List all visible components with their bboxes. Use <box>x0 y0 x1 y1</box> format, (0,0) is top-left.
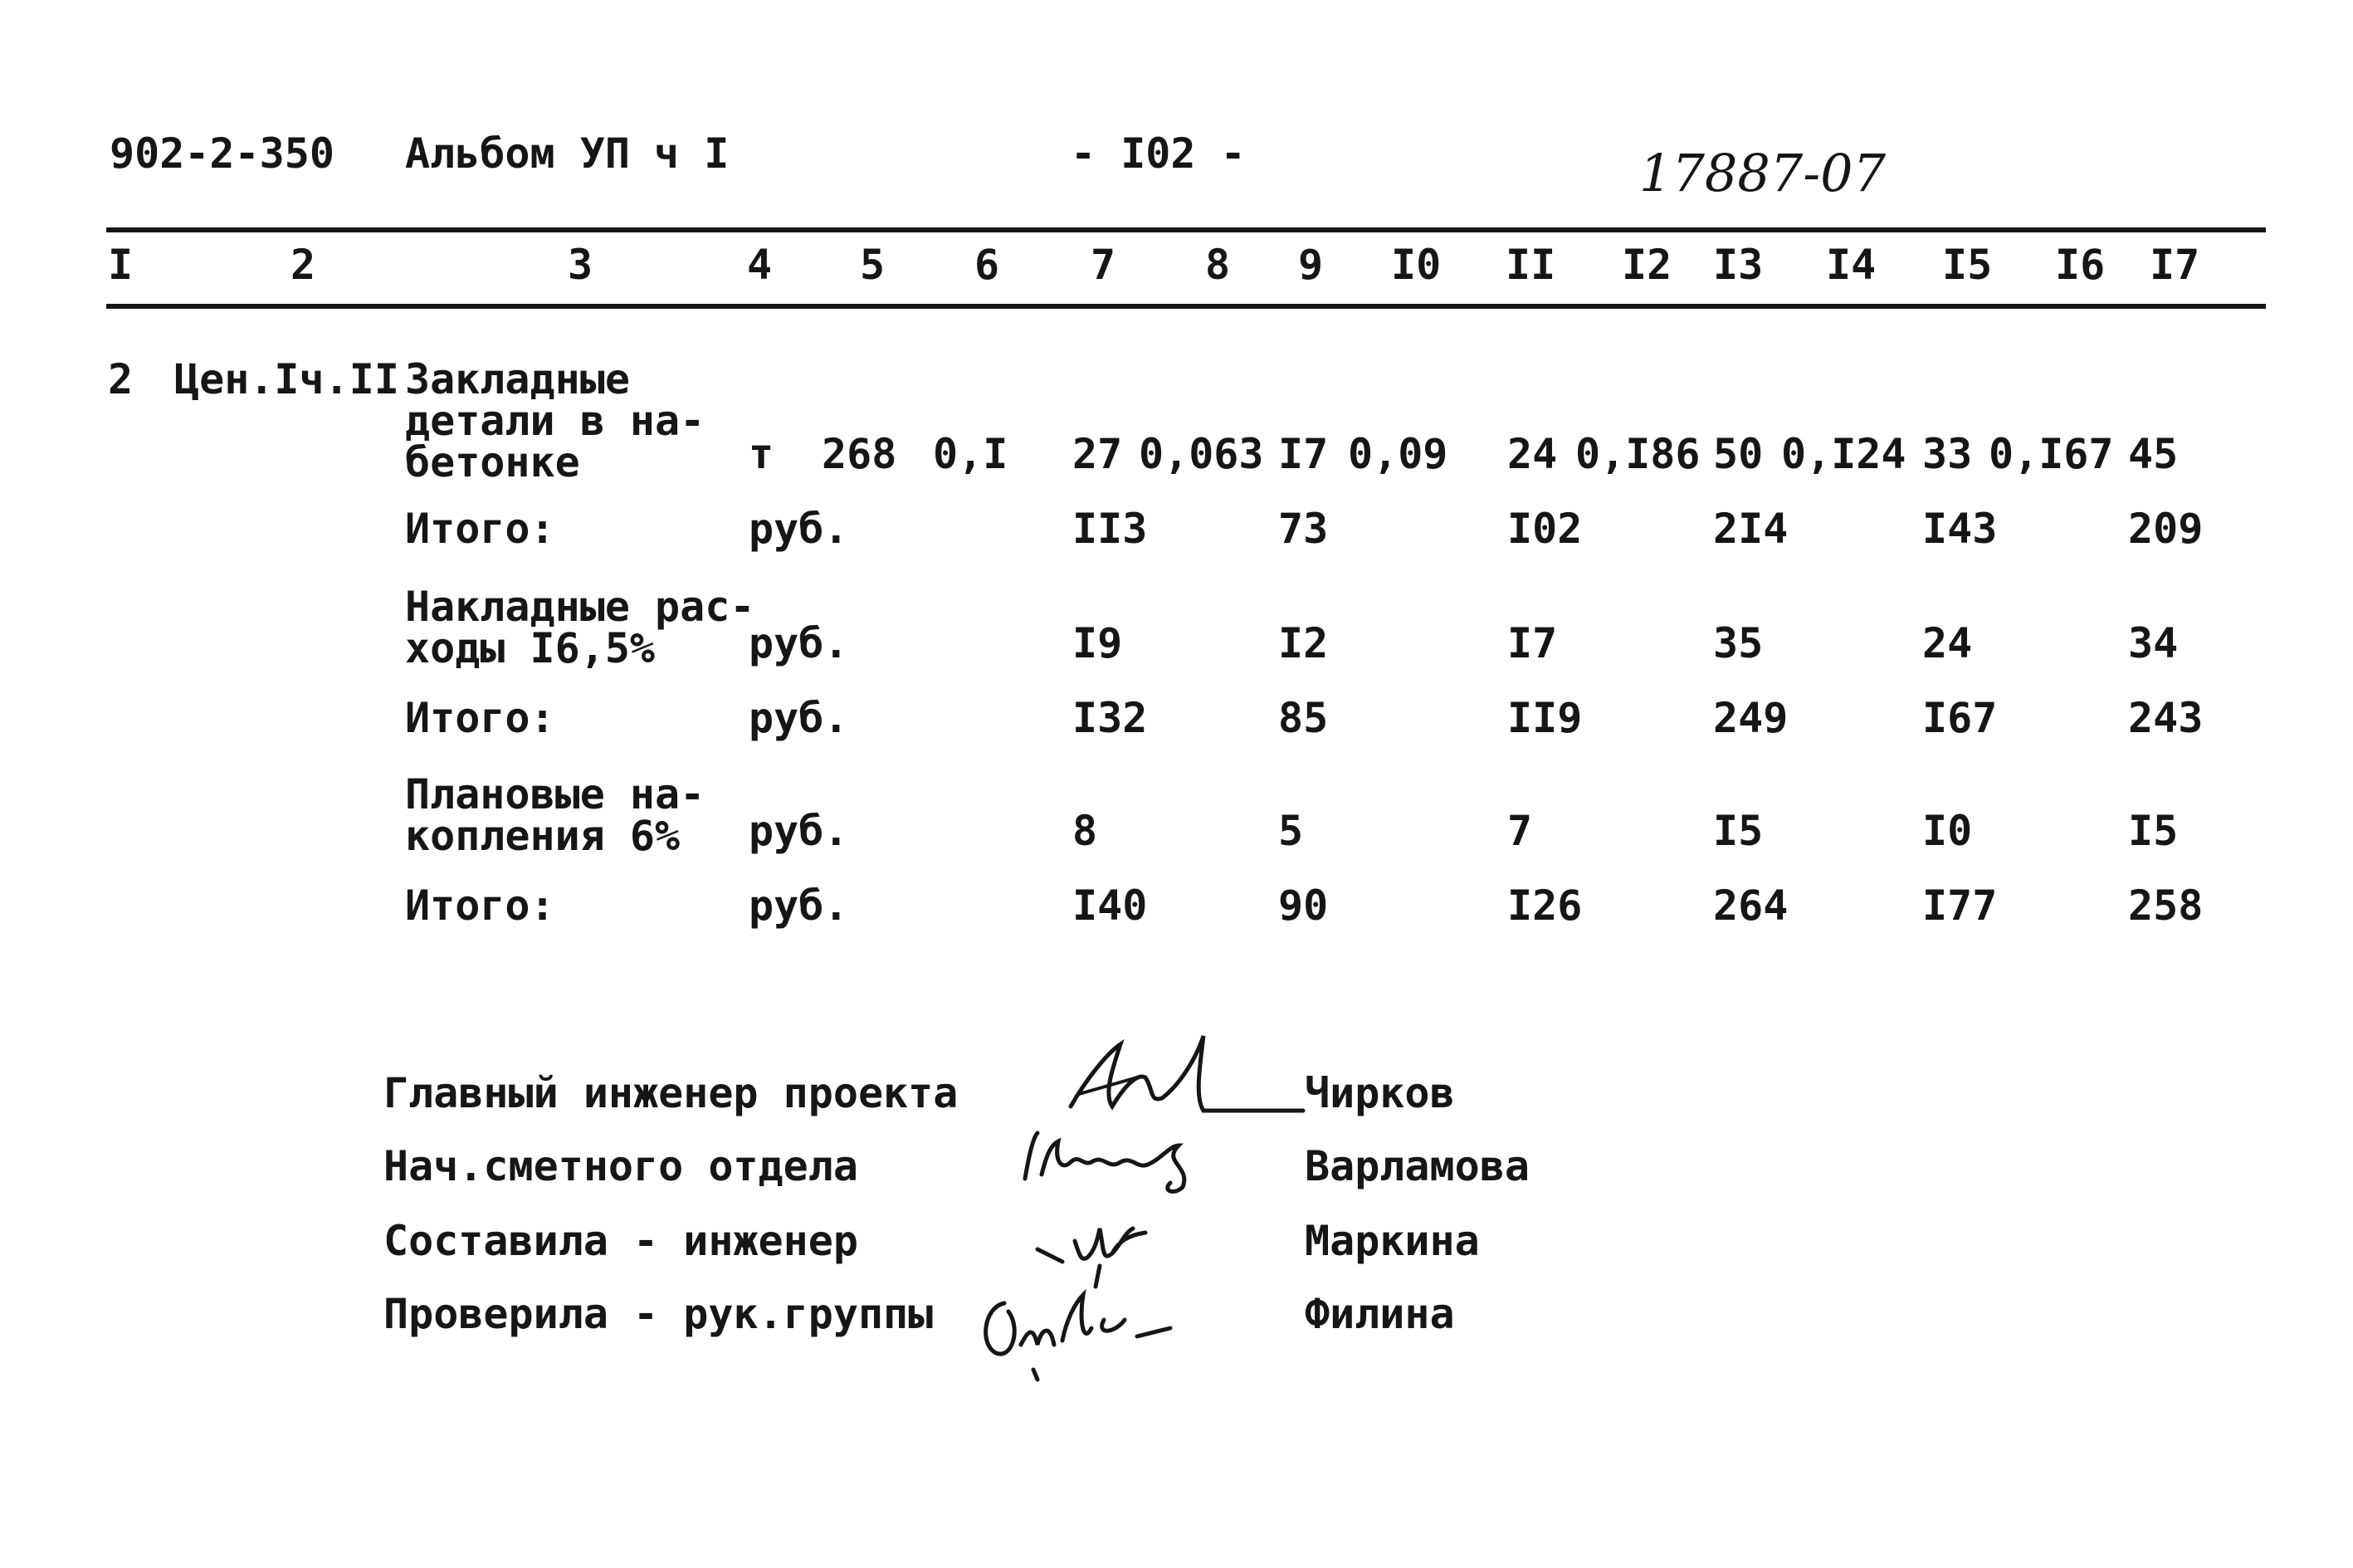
page-number: - I02 - <box>1071 129 1246 178</box>
value-col9: 90 <box>1278 882 1329 930</box>
value-col7: I9 <box>1072 619 1123 667</box>
document-code: 902-2-350 <box>110 129 334 178</box>
row-unit: руб. <box>749 505 849 553</box>
row-label: Итого: <box>405 882 555 930</box>
column-number: 9 <box>1298 241 1324 289</box>
value-col9: I2 <box>1278 619 1329 667</box>
signer-name: Маркина <box>1305 1217 1480 1265</box>
row-unit: руб. <box>749 882 849 930</box>
item-c12: 0,I86 <box>1575 430 1701 478</box>
item-c7: 27 <box>1072 430 1123 478</box>
row-unit: руб. <box>749 694 849 742</box>
value-col7: 8 <box>1072 807 1098 855</box>
value-col9: 85 <box>1278 694 1329 742</box>
column-number: 3 <box>568 241 593 289</box>
value-col17: 209 <box>2128 505 2204 553</box>
signer-role: Составила - инженер <box>383 1217 858 1265</box>
value-col17: 34 <box>2128 619 2179 667</box>
item-description: Закладные детали в на- бетонке <box>405 355 705 486</box>
item-c16: 0,I67 <box>1989 430 2114 478</box>
value-col15: I67 <box>1922 694 1998 742</box>
value-col11: I02 <box>1507 505 1583 553</box>
item-c8: 0,063 <box>1139 430 1264 478</box>
value-col11: I26 <box>1507 882 1583 930</box>
value-col7: I40 <box>1072 882 1148 930</box>
row-label: Итого: <box>405 694 555 742</box>
column-number: I2 <box>1622 241 1672 289</box>
value-col7: II3 <box>1072 505 1148 553</box>
value-col13: I5 <box>1713 807 1764 855</box>
column-number: II <box>1506 241 1556 289</box>
item-unit: т <box>749 430 774 478</box>
column-number: I0 <box>1391 241 1442 289</box>
value-col11: I7 <box>1507 619 1558 667</box>
column-number: 2 <box>290 241 316 289</box>
column-number: I6 <box>2055 241 2106 289</box>
signer-name: Филина <box>1305 1290 1455 1338</box>
item-c5: 268 <box>822 430 897 478</box>
signer-name: Варламова <box>1305 1142 1530 1190</box>
value-col13: 35 <box>1713 619 1764 667</box>
value-col17: 243 <box>2128 694 2204 742</box>
value-col13: 264 <box>1713 882 1789 930</box>
item-number: 2 <box>108 355 134 403</box>
column-number: 5 <box>860 241 886 289</box>
row-label: Плановые на- копления 6% <box>405 770 705 860</box>
signature-scribble-2 <box>1013 1121 1228 1204</box>
item-c11: 24 <box>1507 430 1558 478</box>
item-price-reference: Цен.Iч.II <box>174 355 399 403</box>
value-col9: 73 <box>1278 505 1329 553</box>
signer-role: Главный инженер проекта <box>383 1069 959 1117</box>
value-col15: I43 <box>1922 505 1998 553</box>
item-c9: I7 <box>1278 430 1329 478</box>
column-number: I <box>108 241 134 289</box>
header-rule-top <box>106 227 2266 232</box>
value-col15: I0 <box>1922 807 1973 855</box>
value-col15: I77 <box>1922 882 1998 930</box>
item-c17: 45 <box>2128 430 2179 478</box>
column-number: 6 <box>974 241 1000 289</box>
value-col11: 7 <box>1507 807 1533 855</box>
signer-role: Нач.сметного отдела <box>383 1142 858 1190</box>
handwritten-stamp-number: 17887-07 <box>1639 143 1887 203</box>
signer-name: Чирков <box>1305 1069 1455 1117</box>
column-number: 4 <box>747 241 773 289</box>
column-number: I3 <box>1713 241 1764 289</box>
value-col17: 258 <box>2128 882 2204 930</box>
column-number: I4 <box>1826 241 1877 289</box>
signature-scribble-1 <box>1062 1028 1311 1127</box>
row-unit: руб. <box>749 807 849 855</box>
album-label: Альбом УП <box>405 129 630 178</box>
row-label: Итого: <box>405 505 555 553</box>
column-number: I5 <box>1942 241 1993 289</box>
header-rule-bottom <box>106 304 2266 309</box>
value-col7: I32 <box>1072 694 1148 742</box>
part-label: ч I <box>654 129 730 178</box>
item-c14: 0,I24 <box>1781 430 1906 478</box>
item-c15: 33 <box>1922 430 1973 478</box>
value-col9: 5 <box>1278 807 1304 855</box>
column-number: 8 <box>1205 241 1231 289</box>
signer-role: Проверила - рук.группы <box>383 1290 934 1338</box>
row-label: Накладные рас- ходы I6,5% <box>405 583 755 672</box>
item-c6: 0,I <box>933 430 1008 478</box>
item-c10: 0,09 <box>1348 430 1448 478</box>
item-c13: 50 <box>1713 430 1764 478</box>
value-col13: 249 <box>1713 694 1789 742</box>
column-number: 7 <box>1091 241 1116 289</box>
value-col17: I5 <box>2128 807 2179 855</box>
value-col11: II9 <box>1507 694 1583 742</box>
column-number: I7 <box>2150 241 2200 289</box>
value-col15: 24 <box>1922 619 1973 667</box>
value-col13: 2I4 <box>1713 505 1789 553</box>
signature-scribble-4 <box>971 1270 1187 1386</box>
row-unit: руб. <box>749 619 849 667</box>
